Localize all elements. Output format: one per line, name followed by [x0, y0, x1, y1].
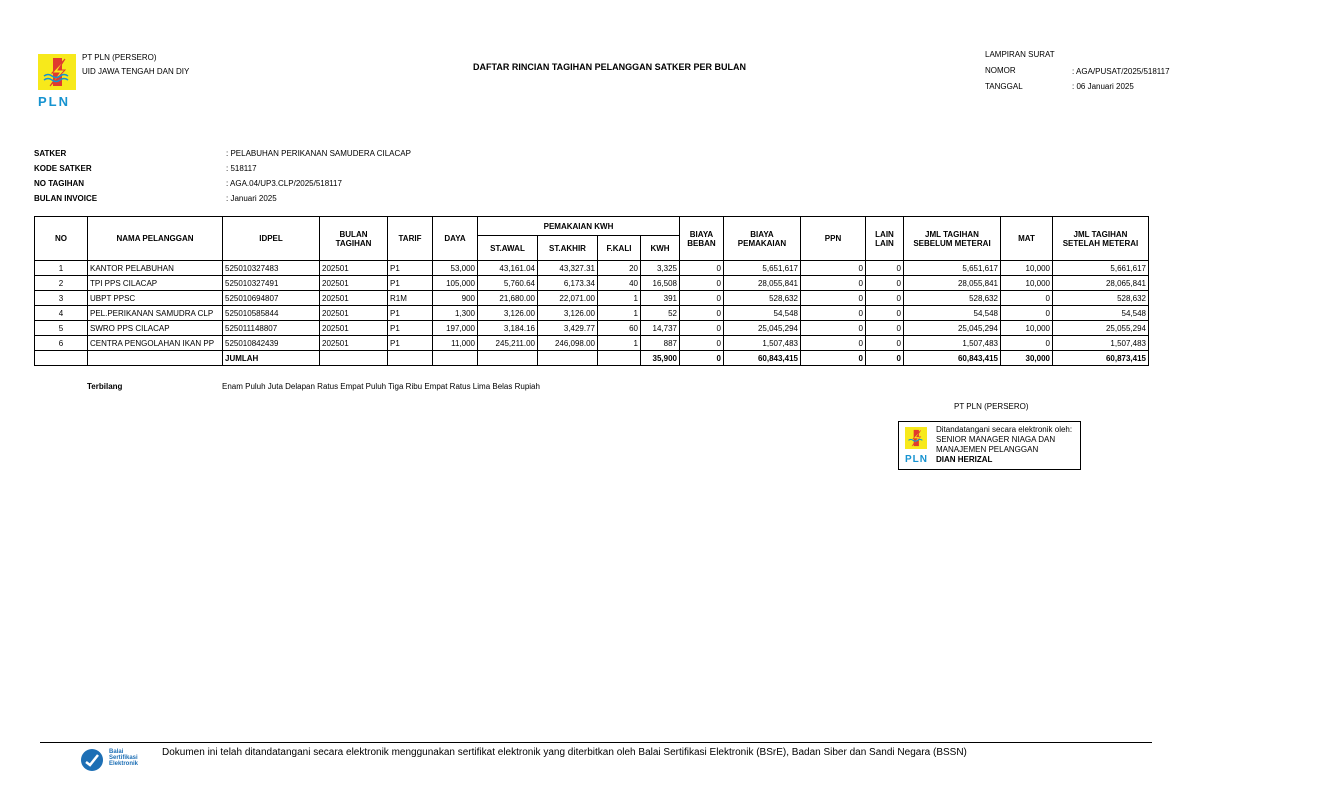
th-no: NO: [35, 217, 88, 261]
cell-mat: 10,000: [1001, 321, 1053, 336]
cell-f-kali: 1: [598, 306, 641, 321]
cell-sebelum: 54,548: [904, 306, 1001, 321]
cell-lain: 0: [866, 291, 904, 306]
cell-st-akhir: 43,327.31: [538, 261, 598, 276]
cell-tarif: P1: [388, 261, 433, 276]
cell-daya: 900: [433, 291, 478, 306]
cell-f-kali: 1: [598, 336, 641, 351]
table-row: [35, 276, 1149, 291]
cell-setelah: 28,065,841: [1053, 276, 1149, 291]
cell-st-awal: 21,680.00: [478, 291, 538, 306]
kode-satker-label: KODE SATKER: [34, 164, 92, 173]
total-beban: 0: [680, 351, 724, 366]
cell-f-kali: 60: [598, 321, 641, 336]
cell-sebelum: 1,507,483: [904, 336, 1001, 351]
cell-st-awal: 43,161.04: [478, 261, 538, 276]
total-mat: 30,000: [1001, 351, 1053, 366]
th-jml-sebelum: JML TAGIHAN SEBELUM METERAI: [904, 217, 1001, 261]
cell-st-akhir: 6,173.34: [538, 276, 598, 291]
cell-daya: 53,000: [433, 261, 478, 276]
cell-kwh: 52: [641, 306, 680, 321]
cell-beban: 0: [680, 291, 724, 306]
signature-name: DIAN HERIZAL: [936, 455, 993, 464]
satker-label: SATKER: [34, 149, 67, 158]
cell-st-akhir: 22,071.00: [538, 291, 598, 306]
cell-tarif: P1: [388, 321, 433, 336]
kode-satker-value: : 518117: [226, 164, 257, 173]
cell-setelah: 54,548: [1053, 306, 1149, 321]
cell-no: 4: [35, 306, 88, 321]
th-st-akhir: ST.AKHIR: [538, 236, 598, 261]
cell-nama: TPI PPS CILACAP: [88, 276, 223, 291]
th-ppn: PPN: [801, 217, 866, 261]
total-ppn: 0: [801, 351, 866, 366]
unit-name: UID JAWA TENGAH DAN DIY: [82, 67, 190, 76]
cell-sebelum: 528,632: [904, 291, 1001, 306]
th-f-kali: F.KALI: [598, 236, 641, 261]
pln-signature-logo: [905, 427, 927, 449]
cell-st-awal: 3,126.00: [478, 306, 538, 321]
cell-st-awal: 3,184.16: [478, 321, 538, 336]
cell-setelah: 5,661,617: [1053, 261, 1149, 276]
cell-tarif: R1M: [388, 291, 433, 306]
th-mat: MAT: [1001, 217, 1053, 261]
cell-kwh: 14,737: [641, 321, 680, 336]
cell-mat: 10,000: [1001, 276, 1053, 291]
table-row: [35, 291, 1149, 306]
total-lain: 0: [866, 351, 904, 366]
bsre-logo-text: [109, 749, 138, 767]
cell-idpel: 525010842439: [223, 336, 320, 351]
cell-no: 3: [35, 291, 88, 306]
cell-f-kali: 1: [598, 291, 641, 306]
cell-st-akhir: 3,429.77: [538, 321, 598, 336]
cell-ppn: 0: [801, 261, 866, 276]
bsre-line2: Sertifikasi: [109, 755, 138, 761]
cell-pemakaian: 5,651,617: [724, 261, 801, 276]
cell-ppn: 0: [801, 306, 866, 321]
cell-pemakaian: 54,548: [724, 306, 801, 321]
signature-line2: SENIOR MANAGER NIAGA DAN: [936, 435, 1056, 444]
cell-setelah: 25,055,294: [1053, 321, 1149, 336]
th-tarif: TARIF: [388, 217, 433, 261]
table-row: [35, 321, 1149, 336]
th-kwh: KWH: [641, 236, 680, 261]
th-nama: NAMA PELANGGAN: [88, 217, 223, 261]
cell-daya: 105,000: [433, 276, 478, 291]
cell-sebelum: 25,045,294: [904, 321, 1001, 336]
th-lain: LAIN LAIN: [866, 217, 904, 261]
cell-sebelum: 5,651,617: [904, 261, 1001, 276]
cell-bulan: 202501: [320, 336, 388, 351]
satker-value: : PELABUHAN PERIKANAN SAMUDERA CILACAP: [226, 149, 411, 158]
cell-setelah: 1,507,483: [1053, 336, 1149, 351]
total-pemakaian: 60,843,415: [724, 351, 801, 366]
signature-line3: MANAJEMEN PELANGGAN: [936, 445, 1039, 454]
cell-pemakaian: 25,045,294: [724, 321, 801, 336]
pln-logo: [38, 54, 76, 90]
signature-text: [936, 425, 1078, 465]
pln-lightning-icon: [905, 427, 927, 449]
cell-st-akhir: 3,126.00: [538, 306, 598, 321]
table-row: [35, 261, 1149, 276]
company-name: PT PLN (PERSERO): [82, 53, 157, 62]
cell-nama: PEL.PERIKANAN SAMUDRA CLP: [88, 306, 223, 321]
cell-nama: SWRO PPS CILACAP: [88, 321, 223, 336]
signature-line1: Ditandatangani secara elektronik oleh:: [936, 425, 1073, 434]
cell-nama: CENTRA PENGOLAHAN IKAN PP: [88, 336, 223, 351]
th-biaya-pemakaian: BIAYA PEMAKAIAN: [724, 217, 801, 261]
signature-pln-text: PLN: [905, 454, 928, 465]
cell-kwh: 887: [641, 336, 680, 351]
cell-kwh: 16,508: [641, 276, 680, 291]
total-empty-cell: [35, 351, 88, 366]
cell-ppn: 0: [801, 321, 866, 336]
cell-nama: KANTOR PELABUHAN: [88, 261, 223, 276]
cell-bulan: 202501: [320, 291, 388, 306]
cell-idpel: 525011148807: [223, 321, 320, 336]
cell-mat: 0: [1001, 306, 1053, 321]
table-row: [35, 306, 1149, 321]
cell-ppn: 0: [801, 276, 866, 291]
cell-beban: 0: [680, 321, 724, 336]
document-title: DAFTAR RINCIAN TAGIHAN PELANGGAN SATKER PER BULAN: [473, 62, 746, 72]
cell-mat: 0: [1001, 336, 1053, 351]
cell-beban: 0: [680, 336, 724, 351]
bulan-invoice-label: BULAN INVOICE: [34, 194, 98, 203]
th-biaya-beban: BIAYA BEBAN: [680, 217, 724, 261]
total-empty-cell: [478, 351, 538, 366]
total-empty-cell: [388, 351, 433, 366]
cell-daya: 1,300: [433, 306, 478, 321]
terbilang-value: Enam Puluh Juta Delapan Ratus Empat Puluh Tiga Ribu Empat Ratus Lima Belas Rupiah: [222, 382, 540, 391]
cell-pemakaian: 1,507,483: [724, 336, 801, 351]
cell-bulan: 202501: [320, 306, 388, 321]
cell-idpel: 525010327483: [223, 261, 320, 276]
cell-nama: UBPT PPSC: [88, 291, 223, 306]
total-row: [35, 351, 1149, 366]
th-st-awal: ST.AWAL: [478, 236, 538, 261]
cell-mat: 10,000: [1001, 261, 1053, 276]
tanggal-value: : 06 Januari 2025: [1072, 82, 1134, 91]
cell-st-awal: 245,211.00: [478, 336, 538, 351]
cell-kwh: 3,325: [641, 261, 680, 276]
cell-idpel: 525010327491: [223, 276, 320, 291]
total-empty-cell: [538, 351, 598, 366]
cell-bulan: 202501: [320, 321, 388, 336]
invoice-table: [34, 216, 1149, 366]
lampiran-label: LAMPIRAN SURAT: [985, 50, 1055, 59]
cell-daya: 11,000: [433, 336, 478, 351]
cell-beban: 0: [680, 261, 724, 276]
cell-no: 1: [35, 261, 88, 276]
cell-setelah: 528,632: [1053, 291, 1149, 306]
cell-ppn: 0: [801, 291, 866, 306]
footer-text: Dokumen ini telah ditandatangani secara elektronik menggunakan sertifikat elektronik yang diterbitkan oleh Balai Sertifikasi Elektronik (BSrE), Badan Siber dan Sandi Negara (BSSN): [162, 747, 967, 758]
nomor-value: : AGA/PUSAT/2025/518117: [1072, 67, 1170, 76]
cell-beban: 0: [680, 306, 724, 321]
cell-pemakaian: 528,632: [724, 291, 801, 306]
total-empty-cell: [598, 351, 641, 366]
no-tagihan-label: NO TAGIHAN: [34, 179, 85, 188]
cell-sebelum: 28,055,841: [904, 276, 1001, 291]
signature-org: PT PLN (PERSERO): [954, 402, 1029, 411]
th-daya: DAYA: [433, 217, 478, 261]
cell-beban: 0: [680, 276, 724, 291]
cell-idpel: 525010694807: [223, 291, 320, 306]
cell-bulan: 202501: [320, 276, 388, 291]
footer-divider: [40, 742, 1152, 743]
cell-pemakaian: 28,055,841: [724, 276, 801, 291]
total-empty-cell: [320, 351, 388, 366]
cell-no: 5: [35, 321, 88, 336]
signature-box: [898, 421, 1081, 470]
cell-st-awal: 5,760.64: [478, 276, 538, 291]
cell-lain: 0: [866, 261, 904, 276]
cell-idpel: 525010585844: [223, 306, 320, 321]
bsre-line3: Elektronik: [109, 761, 139, 767]
cell-bulan: 202501: [320, 261, 388, 276]
th-jml-setelah: JML TAGIHAN SETELAH METERAI: [1053, 217, 1149, 261]
cell-st-akhir: 246,098.00: [538, 336, 598, 351]
th-idpel: IDPEL: [223, 217, 320, 261]
cell-f-kali: 40: [598, 276, 641, 291]
cell-lain: 0: [866, 276, 904, 291]
cell-kwh: 391: [641, 291, 680, 306]
cell-lain: 0: [866, 321, 904, 336]
total-setelah: 60,873,415: [1053, 351, 1149, 366]
total-sebelum: 60,843,415: [904, 351, 1001, 366]
cell-mat: 0: [1001, 291, 1053, 306]
cell-lain: 0: [866, 336, 904, 351]
pln-lightning-icon: [38, 54, 76, 90]
bulan-invoice-value: : Januari 2025: [226, 194, 277, 203]
cell-tarif: P1: [388, 276, 433, 291]
cell-tarif: P1: [388, 306, 433, 321]
cell-no: 6: [35, 336, 88, 351]
terbilang-label: Terbilang: [87, 382, 123, 391]
tanggal-label: TANGGAL: [985, 82, 1023, 91]
cell-tarif: P1: [388, 336, 433, 351]
total-kwh: 35,900: [641, 351, 680, 366]
cell-daya: 197,000: [433, 321, 478, 336]
th-pemakaian: PEMAKAIAN KWH: [478, 217, 680, 236]
table-row: [35, 336, 1149, 351]
no-tagihan-value: : AGA.04/UP3.CLP/2025/518117: [226, 179, 342, 188]
bsre-logo-icon: [80, 748, 104, 772]
total-label: JUMLAH: [223, 351, 320, 366]
total-empty-cell: [88, 351, 223, 366]
cell-lain: 0: [866, 306, 904, 321]
bsre-line1: Balai: [109, 749, 124, 755]
pln-logo-text: PLN: [38, 94, 70, 109]
cell-f-kali: 20: [598, 261, 641, 276]
th-bulan: BULAN TAGIHAN: [320, 217, 388, 261]
cell-ppn: 0: [801, 336, 866, 351]
nomor-label: NOMOR: [985, 66, 1016, 75]
cell-no: 2: [35, 276, 88, 291]
total-empty-cell: [433, 351, 478, 366]
